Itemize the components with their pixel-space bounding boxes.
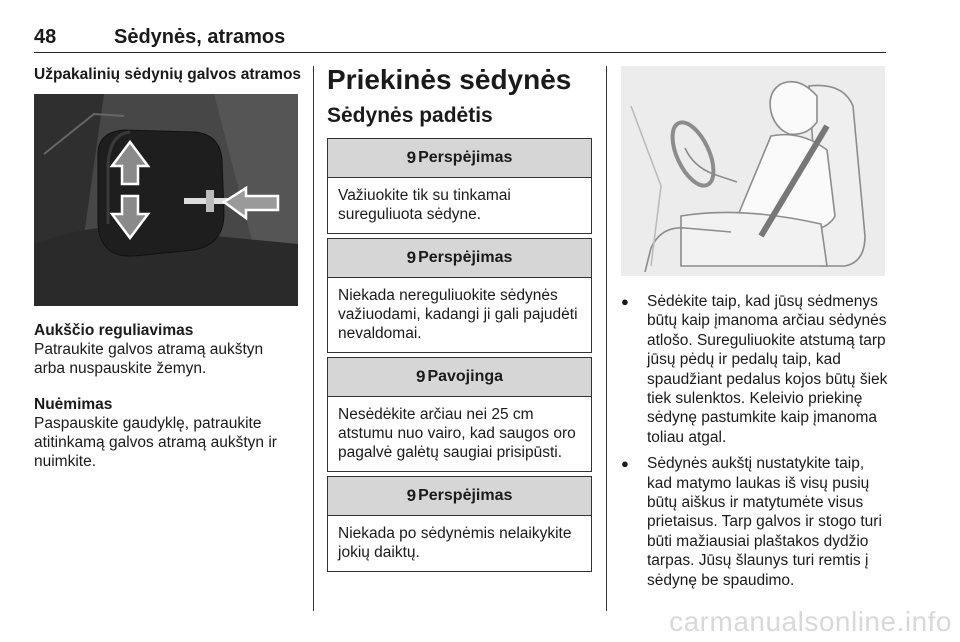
- seated-driver-illustration: [621, 66, 885, 276]
- warning-title: Perspėjimas: [418, 487, 513, 504]
- column-divider-left: [313, 66, 314, 611]
- watermark: carmanualsonline.info: [669, 606, 952, 637]
- warning-header: [328, 139, 591, 178]
- warning-title: Perspėjimas: [418, 249, 513, 266]
- warning-symbol-icon: 9: [406, 486, 417, 505]
- warning-header: [328, 477, 591, 516]
- danger-header: [328, 358, 591, 397]
- warning-title: Perspėjimas: [418, 149, 513, 166]
- bullet-dot-icon: ●: [621, 294, 629, 309]
- front-seats-heading: Priekinės sėdynės: [327, 64, 572, 95]
- warning-header: [328, 239, 591, 278]
- page-number: 48: [34, 26, 57, 48]
- warning-text: Niekada nereguliuokite sėdynės važiuodami, kadangi ji gali pajudėti nevaldomai.: [338, 287, 578, 342]
- warning-box: [327, 476, 592, 572]
- column-divider-right: [606, 66, 607, 611]
- removal-title: Nuėmimas: [34, 396, 113, 413]
- warning-symbol-icon: 9: [406, 248, 417, 267]
- height-adjust-title: Aukščio reguliavimas: [34, 322, 194, 339]
- removal-block: [34, 396, 304, 471]
- danger-title: Pavojinga: [427, 368, 504, 385]
- page-header: [34, 26, 886, 53]
- warning-text: Važiuokite tik su tinkamai sureguliuota sėdyne.: [338, 187, 511, 223]
- height-adjust-block: [34, 322, 304, 378]
- warning-box: [327, 238, 592, 353]
- bullet-dot-icon: ●: [621, 456, 629, 472]
- rear-headrests-heading: Užpakalinių sėdynių galvos atramos: [34, 66, 302, 83]
- removal-text: Paspauskite gaudyklę, patraukite atitinkamą galvos atramą aukštyn ir nuimkite.: [34, 415, 277, 470]
- danger-symbol-icon: 9: [415, 367, 426, 386]
- height-adjust-text: Patraukite galvos atramą aukštyn arba nuspauskite žemyn.: [34, 341, 264, 377]
- headrest-photo: [34, 94, 298, 306]
- danger-box: [327, 357, 592, 472]
- warning-symbol-icon: 9: [406, 148, 417, 167]
- seat-position-heading: Sėdynės padėtis: [327, 104, 493, 127]
- danger-text: Nesėdėkite arčiau nei 25 cm atstumu nuo vairo, kad saugos oro pagalvė galėtų saugiai prisipūsti.: [338, 406, 576, 461]
- seat-position-bullet-list: [621, 292, 889, 597]
- list-item: [621, 292, 889, 447]
- warning-box: [327, 138, 592, 234]
- list-item-text: Sėdynės aukštį nustatykite taip, kad matymo laukas iš visų pusių būtų aiškus ir matytumėte visus prietaisus. Tarp galvos ir stogo turi būti mažiausiai plaštakos dydžio tarpas. Jūsų šlaunys turi remtis į sėdynę be spaudimo.: [647, 455, 882, 589]
- list-item: [621, 454, 889, 590]
- warning-text: Niekada po sėdynėmis nelaikykite jokių daiktų.: [338, 525, 572, 561]
- list-item-text: Sėdėkite taip, kad jūsų sėdmenys būtų kaip įmanoma arčiau sėdynės atlošo. Sureguliuokite atstumą tarp jūsų pėdų ir pedalų taip, kad spaudžiant pedalus kojos būtų šiek tiek sulenktos. Keleivio priekinę sėdynę pastumkite kaip įmanoma toliau atgal.: [647, 293, 888, 446]
- section-title: Sėdynės, atramos: [114, 26, 286, 48]
